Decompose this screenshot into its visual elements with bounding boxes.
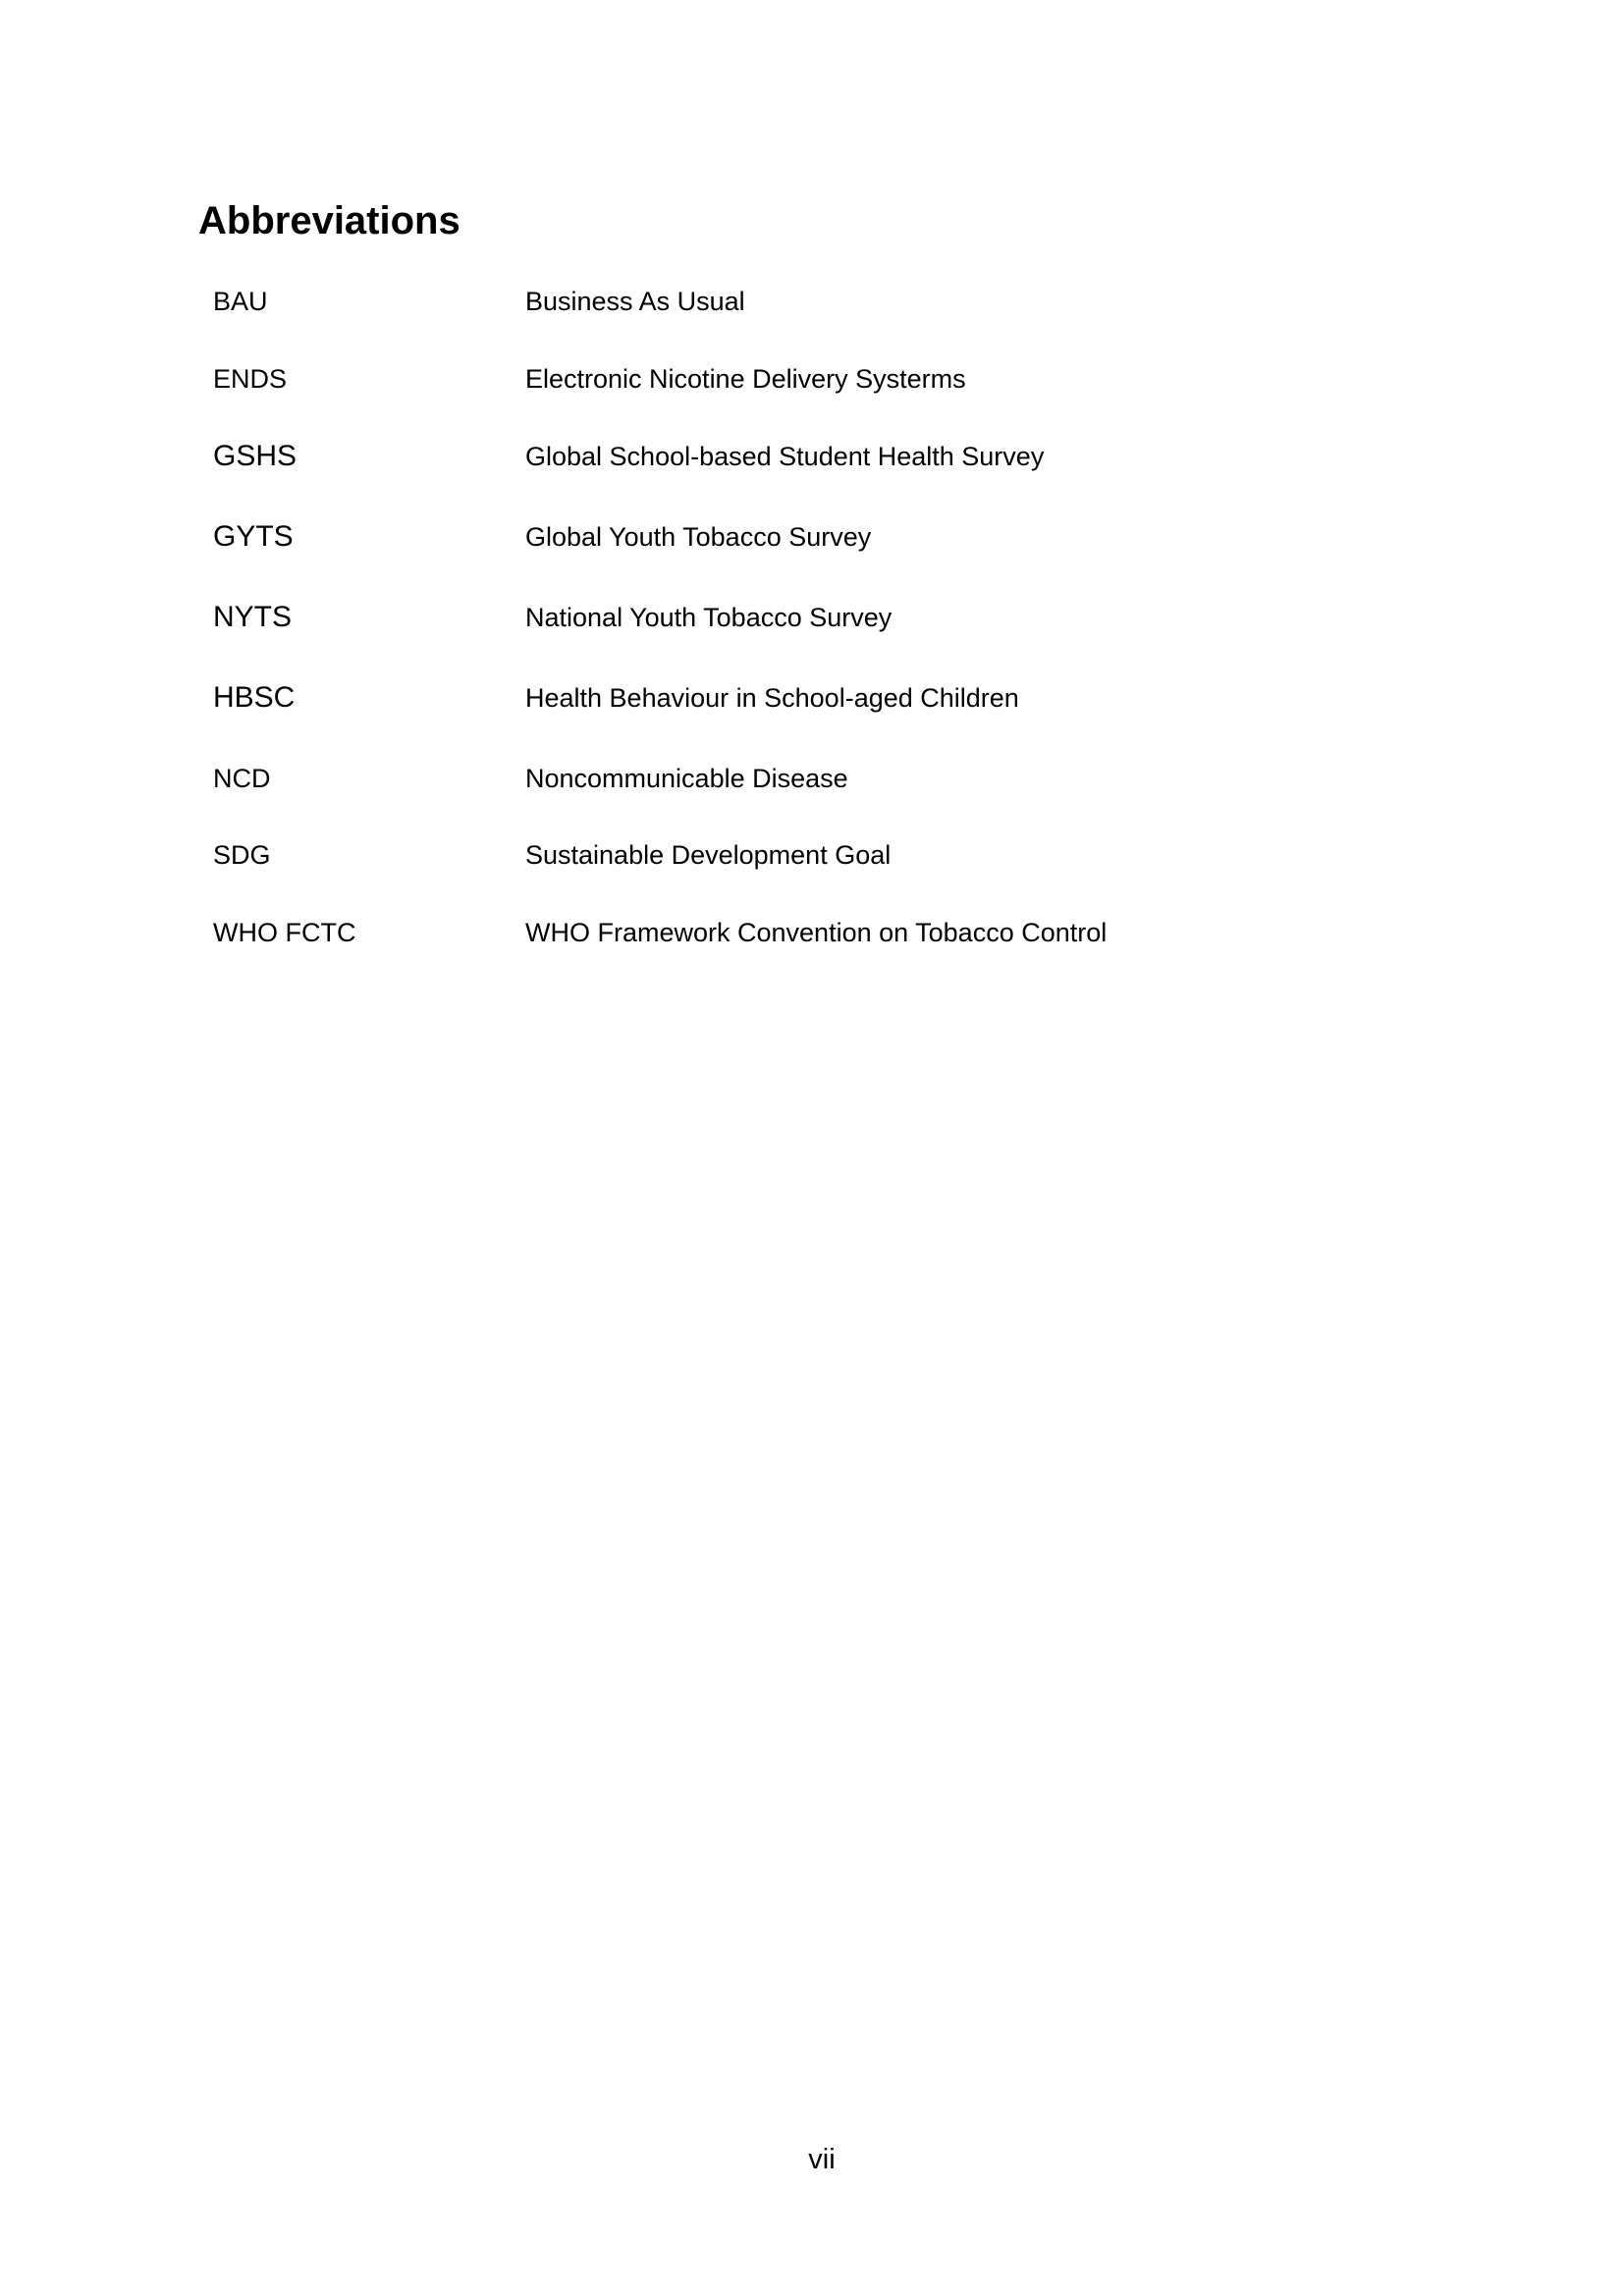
abbreviation-term: BAU xyxy=(213,287,268,316)
abbreviation-definition: Sustainable Development Goal xyxy=(525,840,892,870)
abbreviation-row xyxy=(0,424,1624,473)
abbreviation-row xyxy=(0,347,1624,396)
abbreviation-term: GYTS xyxy=(213,520,294,553)
abbreviation-definition: National Youth Tobacco Survey xyxy=(525,603,893,632)
abbreviation-row xyxy=(0,823,1624,872)
abbreviation-definition: Global School-based Student Health Survey xyxy=(525,442,1045,471)
abbreviation-term: ENDS xyxy=(213,364,288,394)
abbreviation-definition: Business As Usual xyxy=(525,287,745,316)
abbreviation-term: GSHS xyxy=(213,440,298,472)
page-number: vii xyxy=(808,2144,836,2175)
abbreviation-row xyxy=(0,505,1624,554)
abbreviation-definition: Noncommunicable Disease xyxy=(525,764,848,793)
page-title: Abbreviations xyxy=(198,199,460,242)
abbreviation-definition: Electronic Nicotine Delivery Systerms xyxy=(525,364,966,394)
abbreviations-list xyxy=(0,0,1624,1080)
abbreviation-definition: WHO Framework Convention on Tobacco Control xyxy=(525,918,1108,947)
abbreviation-definition: Health Behaviour in School-aged Children xyxy=(525,683,1019,713)
abbreviation-row xyxy=(0,900,1624,949)
abbreviation-term: HBSC xyxy=(213,681,296,714)
abbreviation-row xyxy=(0,585,1624,634)
abbreviation-definition: Global Youth Tobacco Survey xyxy=(525,522,872,552)
abbreviation-term: SDG xyxy=(213,840,271,870)
abbreviation-term: NYTS xyxy=(213,601,293,633)
abbreviation-row xyxy=(0,269,1624,318)
abbreviation-term: NCD xyxy=(213,764,271,793)
abbreviation-term: WHO FCTC xyxy=(213,918,356,947)
abbreviation-row xyxy=(0,666,1624,715)
abbreviation-row xyxy=(0,746,1624,795)
